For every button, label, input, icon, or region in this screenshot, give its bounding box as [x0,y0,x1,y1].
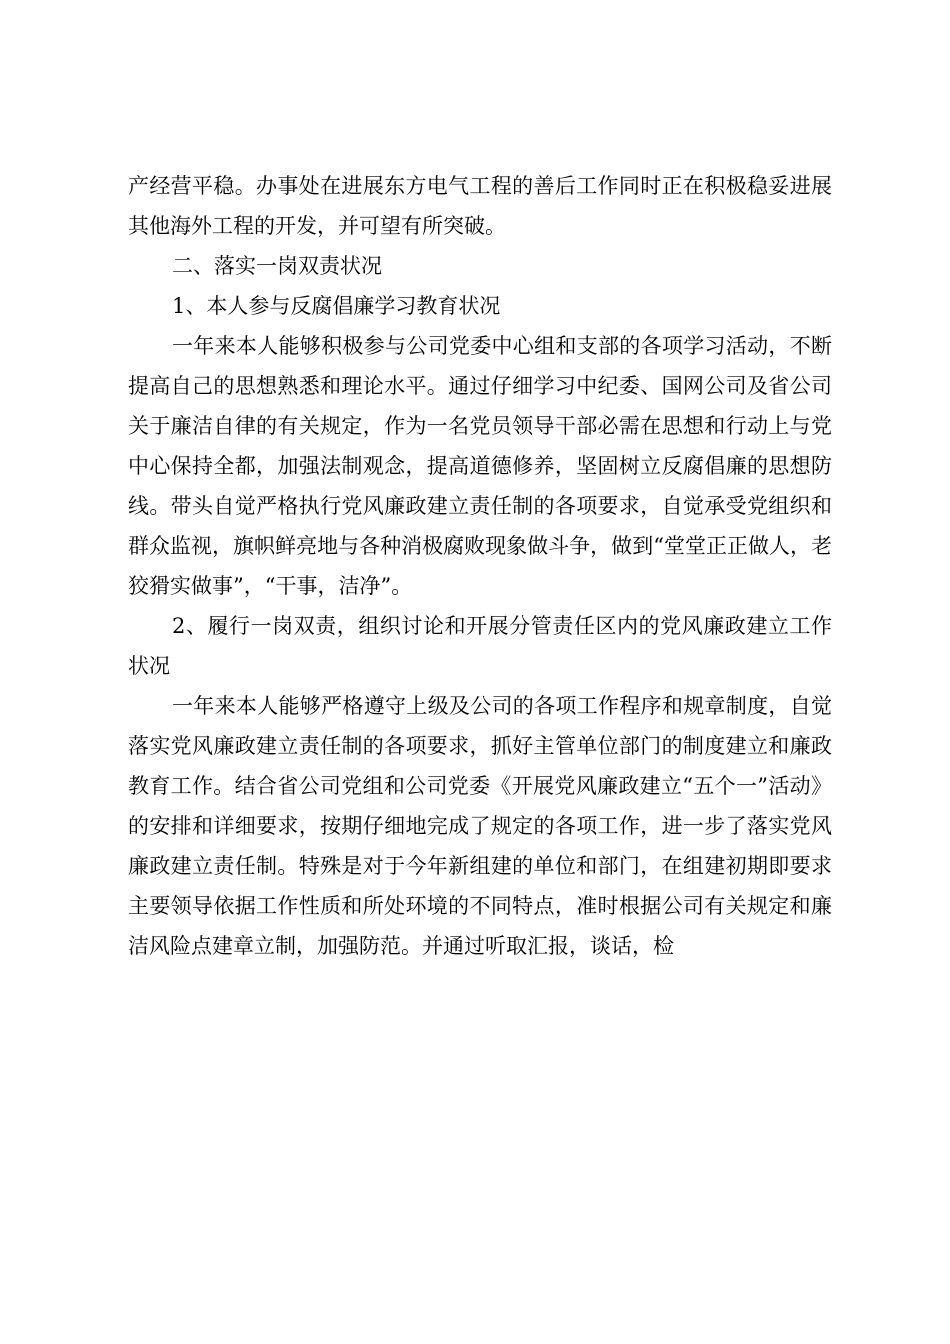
paragraph-study-education: 一年来本人能够积极参与公司党委中心组和支部的各项学习活动，不断提高自己的思想熟悉和理论水平。通过仔细学习中纪委、国网公司及省公司关于廉洁自律的有关规定，作为一名党员领导干部必需在思想和行动上与党中心保持全都，加强法制观念，提高道德修养，坚固树立反腐倡廉的思想防线。带头自觉严格执行党风廉政建立责任制的各项要求，自觉承受党组织和群众监视，旗帜鲜亮地与各种消极腐败现象做斗争，做到“堂堂正正做人，老狡猾实做事”，“干事，洁净”。 [128,334,832,598]
subsection-heading-1: 1、本人参与反腐倡廉学习教育状况 [172,294,501,318]
paragraph-continuation: 产经营平稳。办事处在进展东方电气工程的善后工作同时正在积极稳妥进展其他海外工程的开发，并可望有所突破。 [128,174,832,238]
document-body [128,166,832,966]
section-heading-2: 二、落实一岗双责状况 [172,254,382,278]
paragraph-responsibility-work: 一年来本人能够严格遵守上级及公司的各项工作程序和规章制度，自觉落实党风廉政建立责任制的各项要求，抓好主管单位部门的制度建立和廉政教育工作。结合省公司党组和公司党委《开展党风廉政建立“五个一”活动》的安排和详细要求，按期仔细地完成了规定的各项工作，进一步了落实党风廉政建立责任制。特殊是对于今年新组建的单位和部门，在组建初期即要求主要领导依据工作性质和所处环境的不同特点，准时根据公司有关规定和廉洁风险点建章立制，加强防范。并通过听取汇报，谈话，检 [128,694,832,958]
subsection-heading-2: 2、履行一岗双责，组织讨论和开展分管责任区内的党风廉政建立工作状况 [128,614,832,678]
